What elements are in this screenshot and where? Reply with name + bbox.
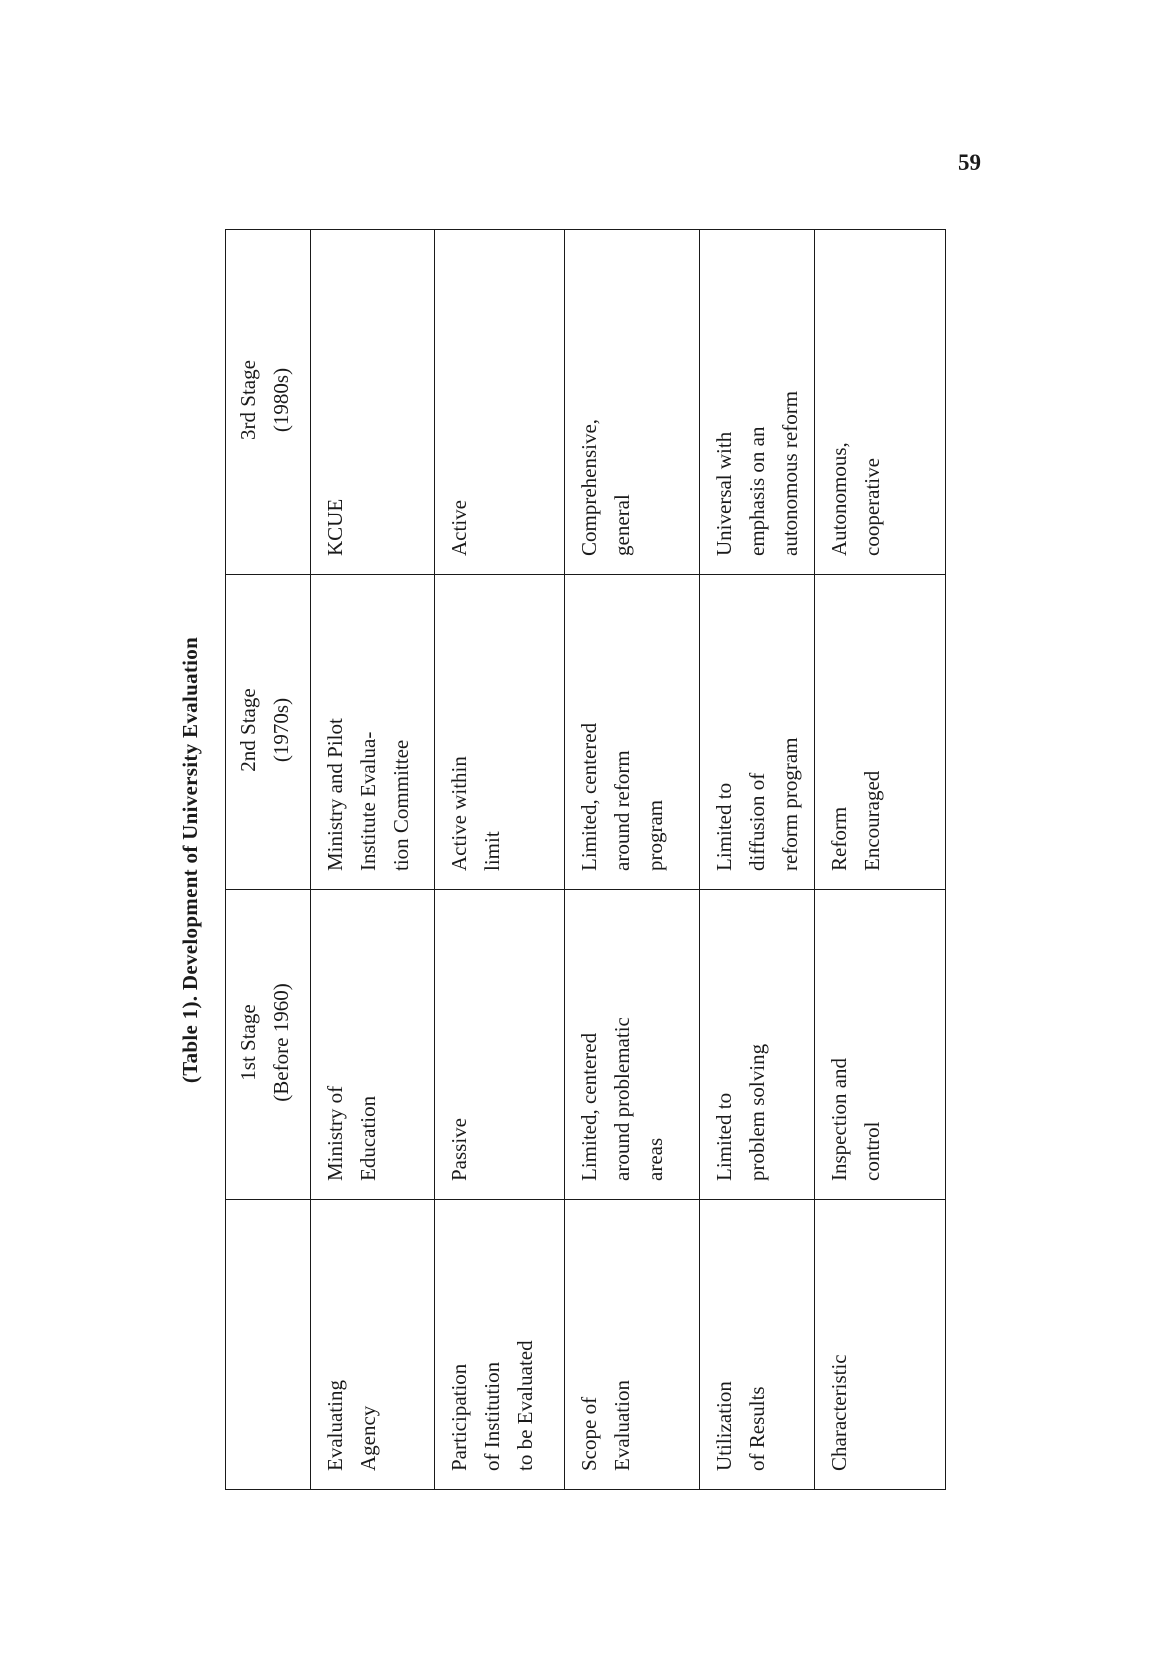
row-label: Participation of Institution to be Evaluated bbox=[435, 1200, 565, 1490]
evaluation-table bbox=[225, 229, 946, 1490]
table-row bbox=[435, 230, 565, 1490]
header-cell-stage-3: 3rd Stage (1980s) bbox=[226, 230, 311, 575]
header-cell-empty bbox=[226, 1200, 311, 1490]
table-row bbox=[700, 230, 815, 1490]
table-row bbox=[311, 230, 435, 1490]
table-cell: Limited to diffusion of reform program bbox=[700, 575, 815, 890]
row-label: Evaluating Agency bbox=[311, 1200, 435, 1490]
row-label: Characteristic bbox=[815, 1200, 946, 1490]
table-cell: Reform Encouraged bbox=[815, 575, 946, 890]
table-cell: Limited to problem solving bbox=[700, 890, 815, 1200]
table-caption: (Table 1). Development of University Evaluation bbox=[178, 636, 202, 1084]
table-cell: Inspection and control bbox=[815, 890, 946, 1200]
table-cell: Limited, centered around problematic areas bbox=[565, 890, 700, 1200]
header-cell-stage-2: 2nd Stage (1970s) bbox=[226, 575, 311, 890]
table-cell: Ministry and Pilot Institute Evalua- tion Committee bbox=[311, 575, 435, 890]
table-cell: Passive bbox=[435, 890, 565, 1200]
row-label: Scope of Evaluation bbox=[565, 1200, 700, 1490]
table-cell: Comprehensive, general bbox=[565, 230, 700, 575]
table-cell: Ministry of Education bbox=[311, 890, 435, 1200]
table-row bbox=[565, 230, 700, 1490]
table-header-row bbox=[226, 230, 311, 1490]
header-cell-stage-1: 1st Stage (Before 1960) bbox=[226, 890, 311, 1200]
table-cell: Limited, centered around reform program bbox=[565, 575, 700, 890]
table-cell: Universal with emphasis on an autonomous reform bbox=[700, 230, 815, 575]
page-number: 59 bbox=[958, 150, 981, 175]
rotated-table-block bbox=[170, 230, 915, 1490]
table-row bbox=[815, 230, 946, 1490]
row-label: Utilization of Results bbox=[700, 1200, 815, 1490]
table-cell: Autonomous, cooperative bbox=[815, 230, 946, 575]
table-cell: KCUE bbox=[311, 230, 435, 575]
table-cell: Active within limit bbox=[435, 575, 565, 890]
table-cell: Active bbox=[435, 230, 565, 575]
